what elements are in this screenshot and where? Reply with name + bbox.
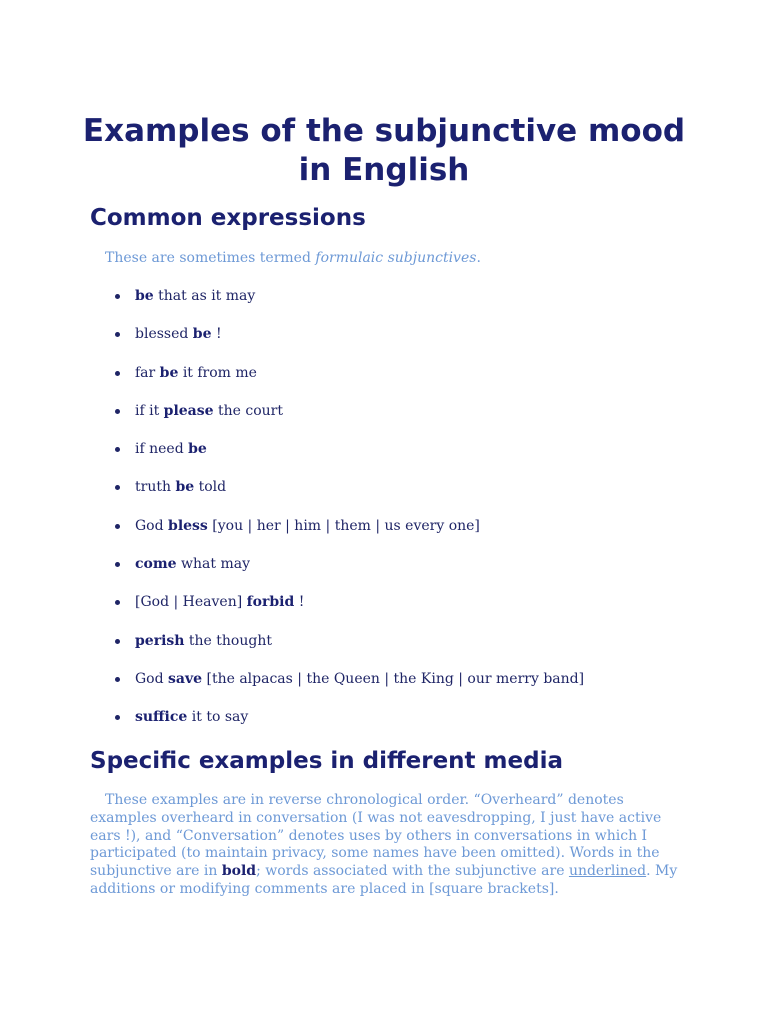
list-item: God save [the alpacas | the Queen | the King | our merry band] <box>90 668 690 706</box>
list-item: blessed be ! <box>90 323 690 361</box>
list-item: be that as it may <box>90 285 690 323</box>
list-item: come what may <box>90 553 690 591</box>
list-item: suffice it to say <box>90 706 690 744</box>
bold-sample: bold <box>221 863 257 880</box>
list-item: far be it from me <box>90 362 690 400</box>
page-title: Examples of the subjunctive mood in English <box>82 113 686 188</box>
list-item: perish the thought <box>90 630 690 668</box>
list-item: if need be <box>90 438 690 476</box>
list-item: truth be told <box>90 476 690 514</box>
intro-term: formulaic subjunctives <box>315 250 477 266</box>
list-item: God bless [you | her | him | them | us every one] <box>90 515 690 553</box>
section-heading-specific-examples: Specific examples in different media <box>90 748 563 774</box>
common-expressions-intro <box>105 250 481 266</box>
intro-prefix: These are sometimes termed <box>105 250 316 266</box>
section-heading-common-expressions: Common expressions <box>90 205 366 231</box>
specific-examples-intro: These examples are in reverse chronological order. “Overheard” denotes examples overheard in conversation (I was not eavesdropping, I just have active ears !), and “Conversation” denotes uses by others in conversations in which I participated (to maintain privacy, some names have been omitted). Words in the subjunctive are in bold; words associated with the subjunctive are underlined. My additions or modifying comments are placed in [square brackets]. <box>90 792 678 897</box>
list-item: [God | Heaven] forbid ! <box>90 591 690 629</box>
intro-suffix: . <box>476 250 481 266</box>
list-item: if it please the court <box>90 400 690 438</box>
underlined-sample: underlined <box>568 863 647 880</box>
expression-list <box>90 285 690 745</box>
